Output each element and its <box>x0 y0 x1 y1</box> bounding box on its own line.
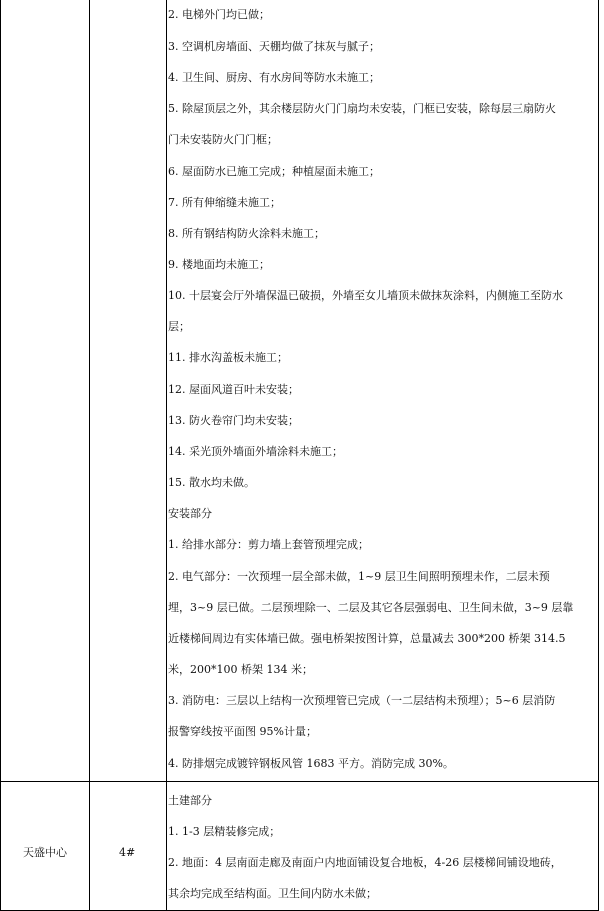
list-item: 其余均完成至结构面。卫生间内防水未做； <box>168 887 377 900</box>
list-item: 11. 排水沟盖板未施工； <box>168 351 288 364</box>
table-border-col2 <box>166 0 167 911</box>
list-item: 2. 电气部分：一次预埋一层全部未做，1~9 层卫生间照明预埋未作，二层未预 <box>168 570 550 583</box>
list-item: 10. 十层宴会厅外墙保温已破损，外墙至女儿墙顶未做抹灰涂料，内侧施工至防水 <box>168 289 563 302</box>
list-item: 5. 除屋顶层之外，其余楼层防火门门扇均未安装，门框已安装，除每层三扇防火 <box>168 102 556 115</box>
list-item: 8. 所有钢结构防火涂料未施工； <box>168 227 325 240</box>
building-number: 4# <box>119 846 136 859</box>
list-item: 1. 给排水部分：剪力墙上套管预埋完成； <box>168 538 369 551</box>
list-item: 4. 卫生间、厨房、有水房间等防水未施工； <box>168 71 380 84</box>
table-border-right <box>598 0 599 911</box>
section-heading: 土建部分 <box>168 794 212 807</box>
section-heading: 安装部分 <box>168 507 212 520</box>
list-item: 14. 采光顶外墙面外墙涂料未施工； <box>168 445 343 458</box>
list-item: 埋，3~9 层已做。二层预埋除一、二层及其它各层强弱电、卫生间未做，3~9 层靠 <box>168 601 574 614</box>
project-name: 天盛中心 <box>23 846 67 859</box>
table-border-left <box>0 0 1 911</box>
list-item: 1. 1-3 层精装修完成； <box>168 825 281 838</box>
list-item: 近楼梯间周边有实体墙已做。强电桥架按图计算，总量减去 300*200 桥架 314.5 <box>168 632 566 645</box>
list-item: 3. 消防电：三层以上结构一次预埋管已完成（一二层结构未预埋）；5~6 层消防 <box>168 694 556 707</box>
list-item: 层； <box>168 320 190 333</box>
list-item: 9. 楼地面均未施工； <box>168 258 270 271</box>
list-item: 门未安装防火门门框； <box>168 133 278 146</box>
list-item: 3. 空调机房墙面、天棚均做了抹灰与腻子； <box>168 40 380 53</box>
table-border-col1 <box>89 0 90 911</box>
list-item: 15. 散水均未做。 <box>168 476 255 489</box>
list-item: 6. 屋面防水已施工完成；种植屋面未施工； <box>168 165 380 178</box>
list-item: 报警穿线按平面图 95%计量； <box>168 725 317 738</box>
list-item: 4. 防排烟完成镀锌钢板风管 1683 平方。消防完成 30%。 <box>168 757 454 770</box>
row-divider <box>0 781 599 782</box>
list-item: 2. 地面：4 层南面走廊及南面户内地面铺设复合地板，4-26 层楼梯间铺设地砖， <box>168 856 562 869</box>
list-item: 2. 电梯外门均已做； <box>168 8 270 21</box>
list-item: 12. 屋面风道百叶未安装； <box>168 383 299 396</box>
list-item: 7. 所有伸缩缝未施工； <box>168 196 281 209</box>
list-item: 米，200*100 桥架 134 米； <box>168 663 313 676</box>
list-item: 13. 防火卷帘门均未安装； <box>168 414 299 427</box>
